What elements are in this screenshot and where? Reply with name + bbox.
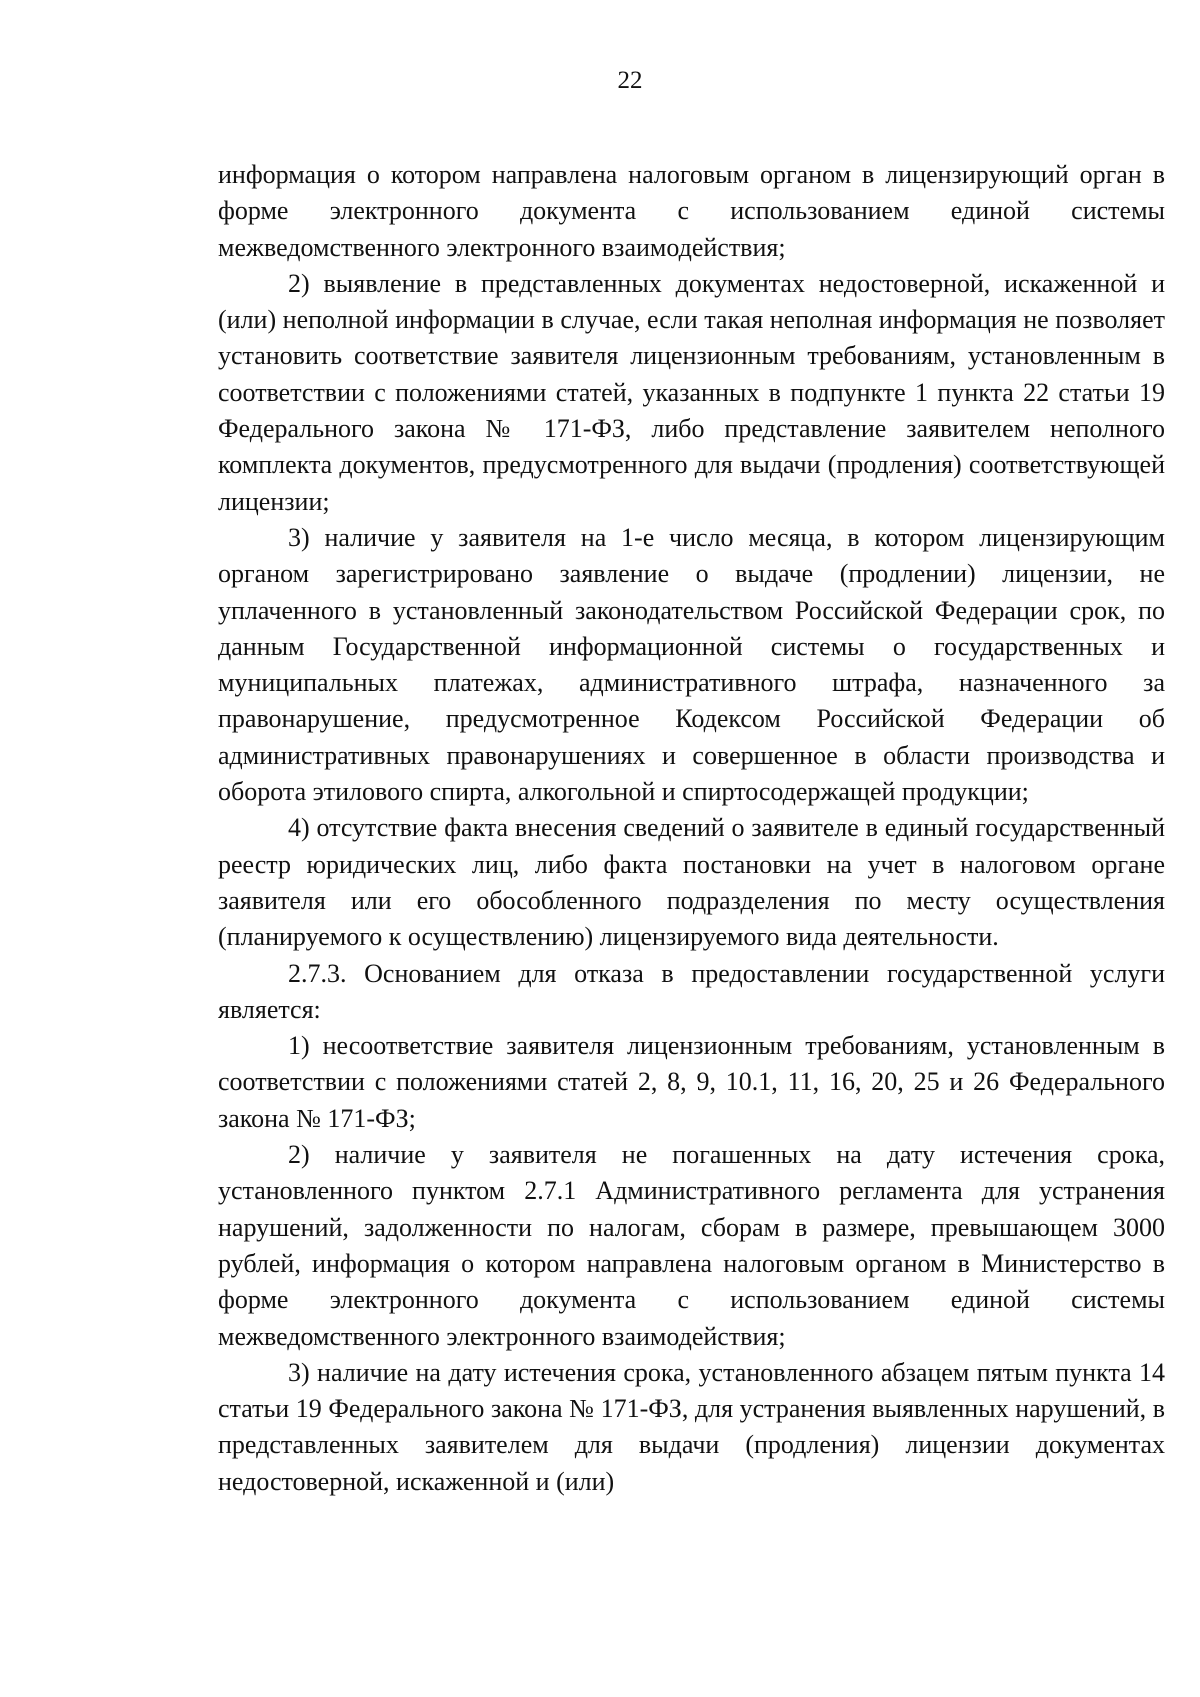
paragraph-item-3: 3) наличие у заявителя на 1-е число месяца, в котором лицензирующим органом зарегистрировано заявление о выдаче (продлении) лицензии, не уплаченного в установленный законодательством Российской Федерации срок, по данным Государственной информационной системы о государственных и муниципальных платежах, административного штрафа, назначенного за правонарушение, предусмотренное Кодексом Российской Федерации об административных правонарушениях и совершенное в области производства и оборота этилового спирта, алкогольной и спиртосодержащей продукции;	[218, 522, 1165, 807]
document-body	[218, 157, 1165, 1500]
page-number: 22	[617, 67, 643, 94]
paragraph-item-2: 2) выявление в представленных документах недостоверной, искаженной и (или) неполной информации в случае, если такая неполная информация не позволяет установить соответствие заявителя лицензионным требованиям, установленным в соответствии с положениями статей, указанных в подпункте 1 пункта 22 статьи 19 Федерального закона № 171-ФЗ, либо представление заявителем неполного комплекта документов, предусмотренного для выдачи (продления) соответствующей лицензии;	[218, 268, 1165, 516]
paragraph-item-4: 4) отсутствие факта внесения сведений о заявителе в единый государственный реестр юридических лиц, либо факта постановки на учет в налоговом органе заявителя или его обособленного подразделения по месту осуществления (планируемого к осуществлению) лицензируемого вида деятельности.	[218, 813, 1165, 952]
paragraph-refusal-item-2: 2) наличие у заявителя не погашенных на дату истечения срока, установленного пунктом 2.7.1 Административного регламента для устранения нарушений, задолженности по налогам, сборам в размере, превышающем 3000 рублей, информация о котором направлена налоговым органом в Министерство в форме электронного документа с использованием единой системы межведомственного электронного взаимодействия;	[218, 1140, 1165, 1351]
paragraph-refusal-item-3: 3) наличие на дату истечения срока, установленного абзацем пятым пункта 14 статьи 19 Федерального закона № 171-ФЗ, для устранения выявленных нарушений, в представленных заявителем для выдачи (продления) лицензии документах недостоверной, искаженной и (или)	[218, 1357, 1165, 1496]
paragraph-continuation: информация о котором направлена налоговым органом в лицензирующий орган в форме электронного документа с использованием единой системы межведомственного электронного взаимодействия;	[218, 160, 1165, 262]
paragraph-refusal-item-1: 1) несоответствие заявителя лицензионным требованиям, установленным в соответствии с положениями статей 2, 8, 9, 10.1, 11, 16, 20, 25 и 26 Федерального закона № 171-ФЗ;	[218, 1031, 1165, 1133]
paragraph-section-2-7-3: 2.7.3. Основанием для отказа в предоставлении государственной услуги является:	[218, 958, 1165, 1024]
